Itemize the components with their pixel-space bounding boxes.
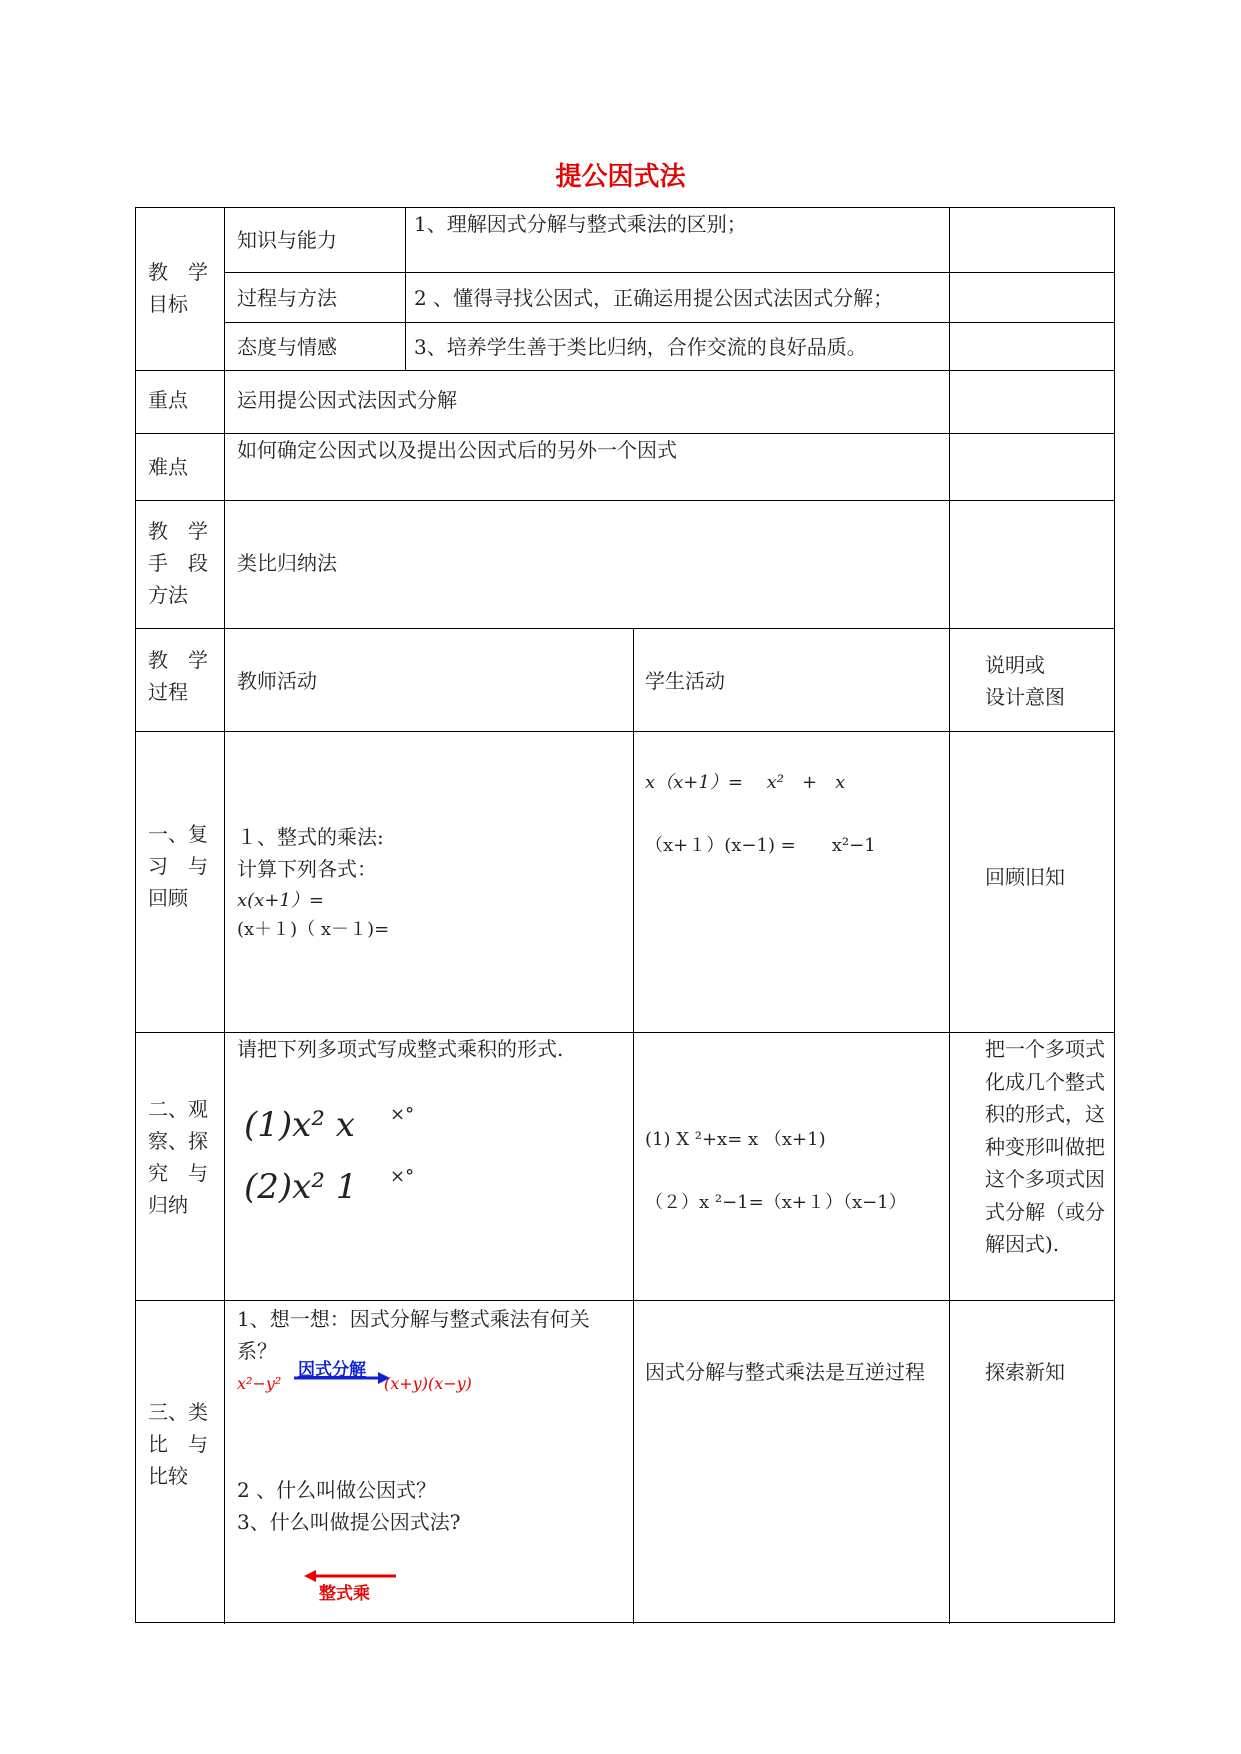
stage2-formula-2: (2)x² 1 [244, 1167, 358, 1207]
objective-category: 态度与情感 [237, 335, 337, 359]
stage3-question-1: 1、想一想：因式分解与整式乘法有何关系？ [237, 1307, 590, 1363]
method-label: 方法 [148, 583, 188, 607]
difficulty-content: 如何确定公因式以及提出公因式后的另外一个因式 [237, 438, 677, 462]
stage1-note: 回顾旧知 [985, 865, 1065, 889]
stage1-label: 习 与 [148, 854, 208, 878]
key-point-label: 重点 [148, 388, 188, 412]
lesson-plan-table [135, 207, 1115, 1623]
stage3-question-3: 3、什么叫做提公因式法? [237, 1510, 461, 1534]
stage3-label: 比较 [148, 1464, 188, 1488]
stage2-formula-1: (1)x² x [244, 1105, 355, 1145]
objective-content: 1、理解因式分解与整式乘法的区别； [414, 212, 747, 236]
notes-header: 设计意图 [985, 685, 1065, 709]
stage1-label: 一、复 [148, 822, 208, 846]
stage1-teacher-formula: x(x+1）= [237, 890, 324, 911]
objective-category: 知识与能力 [237, 228, 337, 252]
stage1-teacher-line: 计算下列各式： [237, 857, 377, 881]
objectives-label-2: 目标 [148, 292, 188, 316]
stage3-label: 三、类 [148, 1400, 208, 1424]
stage1-teacher-line: １、整式的乘法: [237, 825, 384, 849]
stage1-label: 回顾 [148, 886, 188, 910]
student-activity-header: 学生活动 [645, 669, 725, 693]
difficulty-label: 难点 [148, 455, 188, 479]
stage1-student-line: x（x+1）= x² + x [645, 772, 846, 793]
stage2-label: 二、观 [148, 1097, 208, 1121]
objectives-label: 教 学 [148, 260, 208, 284]
stage1-student-line: （x+１）(x−1) = x²−1 [645, 835, 876, 856]
notes-header: 说明或 [985, 653, 1045, 677]
page-title: 提公因式法 [555, 162, 686, 192]
process-label: 过程 [148, 680, 188, 704]
method-label: 手 段 [148, 551, 208, 575]
stage1-teacher-formula: (x＋１)（ x－１)= [237, 919, 390, 940]
objective-content: 3、培养学生善于类比归纳，合作交流的良好品质。 [414, 335, 867, 359]
teacher-activity-header: 教师活动 [237, 669, 317, 693]
objective-category: 过程与方法 [237, 286, 337, 310]
stage3-student: 因式分解与整式乘法是互逆过程 [645, 1360, 925, 1384]
objective-content: 2 、懂得寻找公因式，正确运用提公因式法因式分解； [414, 286, 894, 310]
key-point-content: 运用提公因式法因式分解 [237, 388, 457, 412]
stage2-teacher-intro: 请把下列多项式写成整式乘积的形式. [237, 1037, 564, 1061]
right-arrow-icon [294, 1370, 390, 1386]
stage2-label: 归纳 [148, 1193, 188, 1217]
diagram-left-expression: x²−y² [237, 1374, 282, 1393]
process-label: 教 学 [148, 648, 208, 672]
method-label: 教 学 [148, 519, 208, 543]
diagram-reverse-label: 整式乘 [319, 1584, 370, 1604]
stage3-note: 探索新知 [985, 1360, 1065, 1384]
stage2-note: 把一个多项式化成几个整式积的形式，这种变形叫做把这个多项式因式分解（或分解因式). [985, 1037, 1105, 1256]
circle-marks-icon: ×° [390, 1104, 415, 1125]
diagram-arrow-label: 因式分解 [298, 1360, 366, 1380]
circle-marks-icon: ×° [390, 1166, 415, 1187]
stage2-student-line: (1) X ²+x= x （x+1) [645, 1129, 826, 1150]
stage2-label: 察、探 [148, 1129, 208, 1153]
stage3-label: 比 与 [148, 1432, 208, 1456]
diagram-right-expression: (x+y)(x−y) [384, 1374, 472, 1393]
stage3-question-2: 2 、什么叫做公因式？ [237, 1478, 437, 1502]
method-content: 类比归纳法 [237, 551, 337, 575]
stage2-label: 究 与 [148, 1161, 208, 1185]
stage2-student-line: （２）x ²−1=（x+１）（x−1） [645, 1192, 907, 1213]
